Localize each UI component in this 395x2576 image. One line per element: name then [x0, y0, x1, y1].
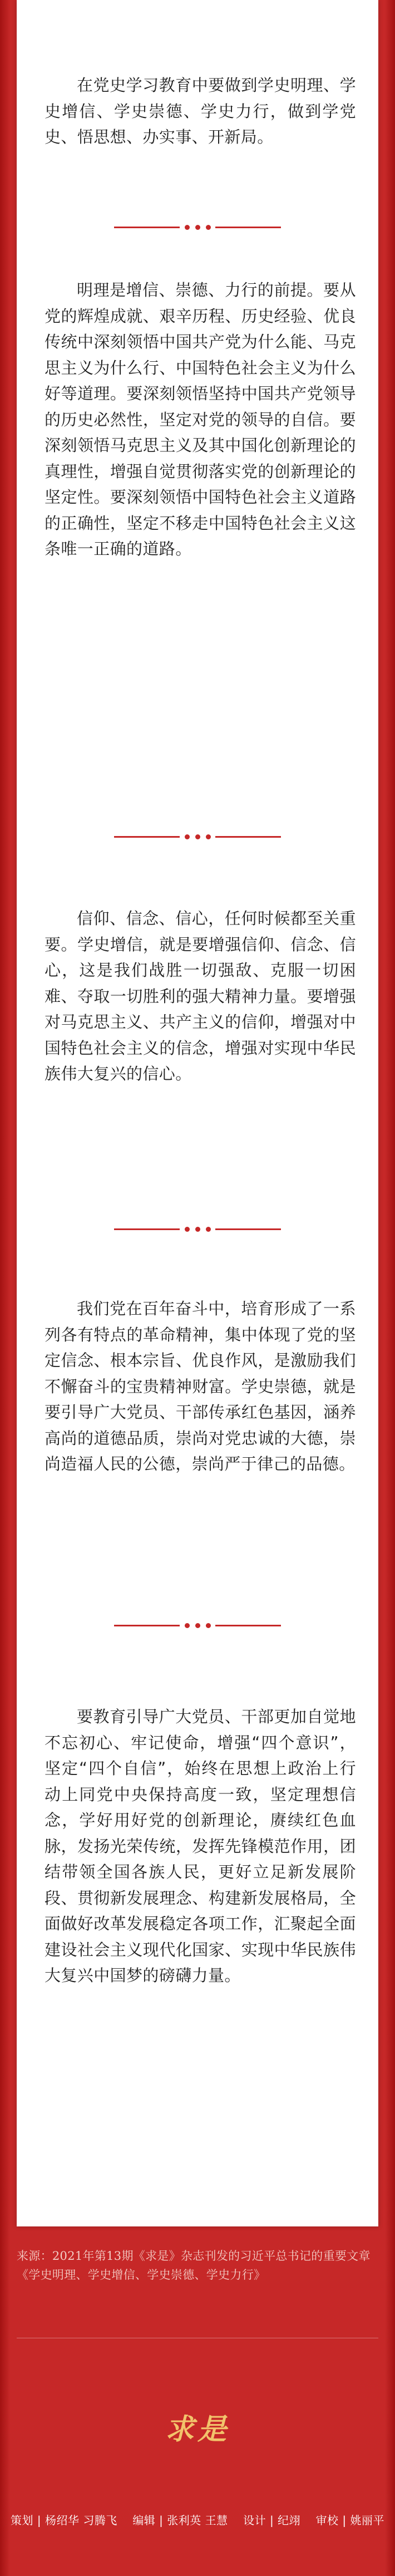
divider [114, 224, 281, 230]
paragraph-mingli: 明理是增信、崇德、力行的前提。要从党的辉煌成就、艰辛历程、历史经验、优良传统中深刻领悟中国共产党为什么能、马克思主义为什么行、中国特色社会主义为什么好等道理。要深刻领悟坚持中国共产党领导的历史必然性，坚定对党的领导的自信。要深刻领悟马克思主义及其中国化创新理论的真理性，增强自觉贯彻落实党的创新理论的坚定性。要深刻领悟中国特色社会主义道路的正确性，坚定不移走中国特色社会主义这条唯一正确的道路。 [45, 281, 356, 558]
credit-separator: | [269, 2514, 278, 2527]
divider-dot [195, 1623, 200, 1628]
paragraph-chongde: 我们党在百年奋斗中，培育形成了一系列各有特点的革命精神，集中体现了党的坚定信念、根本宗旨、优良作风，是激励我们不懈奋斗的宝贵精神财富。学史崇德，就是要引导广大党员、干部传承红色基因，涵养高尚的道德品质，崇尚对党忠诚的大德，崇尚造福人民的公德，崇尚严于律己的品德。 [45, 1299, 356, 1473]
divider-dots [181, 833, 214, 840]
divider-dots [181, 1622, 214, 1629]
source-note: 来源：2021年第13期《求是》杂志刊发的习近平总书记的重要文章《学史明理、学史增信、学史崇德、学史力行》 [17, 2249, 371, 2282]
divider-line [114, 227, 180, 228]
divider-dot [195, 834, 200, 839]
paragraph-intro: 在党史学习教育中要做到学史明理、学史增信、学史崇德、学史力行，做到学党史、悟思想、办实事、开新局。 [45, 76, 356, 146]
credit-edit-label: 编辑 [132, 2514, 156, 2527]
credit-separator: | [342, 2514, 350, 2527]
credit-design-value: 纪翊 [278, 2514, 301, 2527]
divider-line [215, 227, 281, 228]
divider-dot [185, 834, 190, 839]
divider-dot [206, 834, 211, 839]
divider-dot [185, 225, 190, 230]
divider-dot [206, 1623, 211, 1628]
paragraph-zengxin: 信仰、信念、信心，任何时候都至关重要。学史增信，就是要增强信仰、信念、信心，这是我们战胜一切强敌、克服一切困难、夺取一切胜利的强大精神力量。要增强对马克思主义、共产主义的信仰，增强对中国特色社会主义的信念，增强对实现中华民族伟大复兴的信心。 [45, 909, 356, 1083]
credit-separator: | [37, 2514, 46, 2527]
credit-edit-value: 张利英 王慧 [167, 2514, 228, 2527]
divider [114, 1226, 281, 1232]
divider-line [215, 836, 281, 838]
credit-review-label: 审校 [315, 2514, 339, 2527]
divider-line [215, 1625, 281, 1626]
credit-design-label: 设计 [243, 2514, 266, 2527]
credit-gap [304, 2514, 312, 2527]
credit-separator: | [159, 2514, 167, 2527]
divider-line [114, 1228, 180, 1230]
divider [114, 833, 281, 840]
credits [0, 2511, 395, 2528]
credit-review-value: 姚丽平 [350, 2514, 384, 2527]
divider-dot [185, 1623, 190, 1628]
divider-dot [206, 1227, 211, 1232]
credit-plan-value: 杨绍华 习腾飞 [45, 2514, 117, 2527]
divider [114, 1622, 281, 1629]
credit-gap [232, 2514, 240, 2527]
divider-line [114, 1625, 180, 1626]
qiushi-logo: 求是 [165, 2412, 230, 2446]
credit-gap [121, 2514, 129, 2527]
credit-plan-label: 策划 [11, 2514, 34, 2527]
divider-dot [195, 1227, 200, 1232]
divider-dot [195, 225, 200, 230]
paragraph-lixing: 要教育引导广大党员、干部更加自觉地不忘初心、牢记使命，增强“四个意识”，坚定“四个自信”，始终在思想上政治上行动上同党中央保持高度一致，坚定理想信念，学好用好党的创新理论，赓续红色血脉，发扬光荣传统，发挥先锋模范作用，团结带领全国各族人民，更好立足新发展阶段、贯彻新发展理念、构建新发展格局，全面做好改革发展稳定各项工作，汇聚起全面建设社会主义现代化国家、实现中华民族伟大复兴中国梦的磅礴力量。 [45, 1707, 356, 1985]
divider-dots [181, 1226, 214, 1232]
divider-line [114, 836, 180, 838]
divider-dot [206, 225, 211, 230]
divider-dot [185, 1227, 190, 1232]
divider-dots [181, 224, 214, 230]
divider-line [215, 1228, 281, 1230]
